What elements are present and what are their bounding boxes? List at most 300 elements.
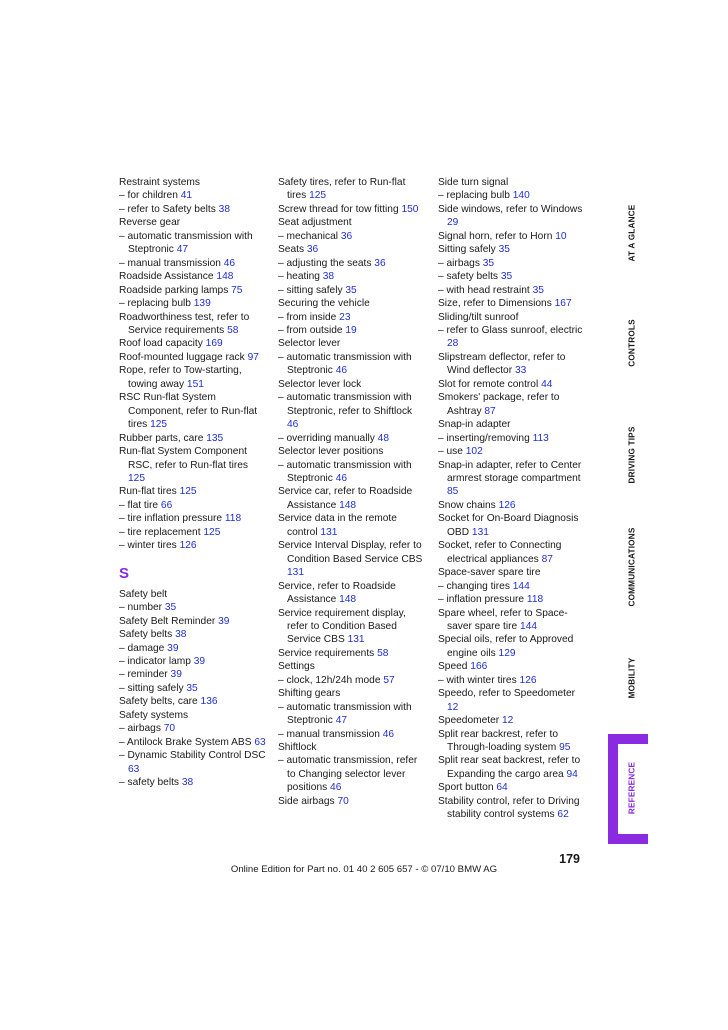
index-entry-text: – number [119, 602, 165, 614]
index-entry-text: – Antilock Brake System ABS [119, 736, 255, 748]
index-entry-text: – automatic transmission with Steptronic, refer to Shiftlock [278, 392, 413, 417]
page-reference-link[interactable]: 131 [347, 634, 365, 646]
page-reference-link[interactable]: 118 [224, 513, 242, 525]
page-reference-link[interactable]: 135 [206, 432, 224, 444]
page-reference-link[interactable]: 118 [526, 594, 544, 606]
page-reference-link[interactable]: 38 [218, 203, 231, 215]
index-entry [278, 337, 426, 350]
page-reference-link[interactable]: 151 [186, 378, 204, 390]
index-entry-text: – from outside [278, 324, 346, 336]
index-entry-text: Securing the vehicle [278, 298, 370, 310]
index-entry [119, 337, 267, 350]
index-entry [278, 512, 426, 539]
index-entry [438, 593, 586, 606]
index-entry-text: Sport button [438, 782, 497, 794]
index-entry-text: Screw thread for tow fitting [278, 203, 402, 215]
index-entry [119, 189, 267, 202]
index-entry-text: Service car, refer to Roadside Assistance [278, 486, 413, 511]
index-entry-text: Roadside Assistance [119, 271, 217, 283]
index-entry [438, 754, 586, 781]
index-entry [438, 580, 586, 593]
tab-mobility[interactable]: MOBILITY [627, 657, 637, 699]
page-reference-link[interactable]: 126 [519, 674, 537, 686]
page-reference-link[interactable]: 35 [482, 257, 495, 269]
page-reference-link[interactable]: 12 [502, 715, 514, 727]
page-number: 179 [559, 852, 580, 866]
index-entry-text: Side airbags [278, 795, 338, 807]
index-entry [119, 668, 267, 681]
index-entry [438, 418, 586, 431]
index-entry [119, 539, 267, 552]
index-entry-text: Snap-in adapter [438, 419, 511, 431]
page-reference-link[interactable]: 166 [470, 661, 488, 673]
page-reference-link[interactable]: 95 [559, 742, 571, 754]
page-reference-link[interactable]: 148 [216, 271, 234, 283]
index-entry-text: Socket, refer to Connecting electrical appliances [438, 540, 562, 565]
index-entry-text: Run-flat System Component RSC, refer to Run-flat tires [119, 446, 249, 471]
index-entry-text: Special oils, refer to Approved engine oils [438, 634, 574, 659]
index-entry [438, 566, 586, 579]
index-entry-text: Spare wheel, refer to Space-saver spare tire [438, 607, 568, 632]
index-entry-text: Roadside parking lamps [119, 284, 232, 296]
index-entry [119, 695, 267, 708]
index-entry [438, 660, 586, 673]
index-entry [278, 284, 426, 297]
index-entry [438, 257, 586, 270]
page-reference-link[interactable]: 97 [247, 351, 259, 363]
page-reference-link[interactable]: 35 [164, 602, 177, 614]
index-entry-text: Selector lever lock [278, 378, 362, 390]
index-entry-text: Stability control, refer to Driving stability control systems [438, 795, 580, 821]
tab-at-a-glance[interactable]: AT A GLANCE [627, 204, 637, 262]
index-entry [119, 512, 267, 525]
page-reference-link[interactable]: 46 [335, 472, 348, 484]
index-entry-text: Service data in the remote control [278, 513, 397, 538]
page-reference-link[interactable]: 39 [218, 615, 230, 627]
index-entry-text: – manual transmission [278, 728, 383, 740]
index-entry [119, 776, 267, 789]
index-entry [278, 432, 426, 445]
index-entry [119, 176, 267, 189]
index-entry-text: Safety belts [119, 629, 176, 641]
index-entry [438, 633, 586, 660]
index-entry [438, 203, 586, 230]
index-entry-text: Reverse gear [119, 217, 181, 229]
index-entry-text: Service Interval Display, refer to Condition Based Service CBS [278, 540, 423, 565]
index-entry-text: – tire inflation pressure [119, 513, 225, 525]
index-entry [119, 588, 267, 601]
footer-text: Online Edition for Part no. 01 40 2 605 657 - © 07/10 BMW AG [230, 864, 498, 875]
index-entry-text: – inflation pressure [438, 594, 527, 606]
index-entry-text: Shiftlock [278, 742, 317, 754]
page-reference-link[interactable]: 33 [514, 365, 527, 377]
index-entry-text: Speed [438, 661, 471, 673]
index-entry [438, 728, 586, 755]
index-entry-text: Split rear seat backrest, refer to Expanding the cargo area [438, 755, 581, 780]
page-reference-link[interactable]: 70 [163, 723, 176, 735]
page-reference-link[interactable]: 47 [335, 715, 348, 727]
index-entry-text: Side turn signal [438, 177, 509, 188]
index-entry [278, 230, 426, 243]
index-entry [438, 781, 586, 794]
index-entry-text: Run-flat tires [119, 486, 180, 498]
index-entry-text: Snow chains [438, 499, 499, 511]
index-entry-text: Roof load capacity [119, 338, 206, 350]
page-reference-link[interactable]: 38 [175, 629, 187, 641]
index-entry-text: – use [438, 446, 466, 458]
page-reference-link[interactable]: 46 [330, 782, 342, 794]
index-entry [438, 189, 586, 202]
index-entry-text: – indicator lamp [119, 655, 194, 667]
index-entry-text: – overriding manually [278, 432, 378, 444]
page-reference-link[interactable]: 144 [512, 580, 530, 592]
index-entry-text: – from inside [278, 311, 340, 323]
page-reference-link[interactable]: 125 [309, 190, 327, 202]
index-entry-text: Settings [278, 661, 315, 673]
index-entry [119, 364, 267, 391]
index-column-1 [119, 176, 267, 789]
index-entry [438, 674, 586, 687]
index-entry-text: Speedometer [438, 715, 502, 727]
page-reference-link[interactable]: 125 [179, 486, 197, 498]
page-reference-link[interactable]: 167 [554, 298, 572, 310]
index-entry [278, 728, 426, 741]
index-entry [278, 647, 426, 660]
index-entry-text: Service requirement display, refer to Condition Based Service CBS [278, 607, 406, 646]
page-reference-link[interactable]: 150 [401, 203, 419, 215]
index-entry [278, 216, 426, 229]
index-entry-text: Speedo, refer to Speedometer [438, 688, 576, 700]
index-entry [278, 607, 426, 647]
page-reference-link[interactable]: 46 [382, 728, 395, 740]
page-reference-link[interactable]: 144 [520, 620, 538, 632]
index-entry [119, 311, 267, 338]
index-entry [278, 687, 426, 700]
page-reference-link[interactable]: 148 [339, 499, 357, 511]
index-entry [119, 682, 267, 695]
page-reference-link[interactable]: 58 [377, 647, 389, 659]
index-entry [278, 378, 426, 391]
index-entry-text: – reminder [119, 669, 171, 681]
index-entry [278, 176, 426, 203]
index-entry [119, 709, 267, 722]
index-entry [278, 741, 426, 754]
index-entry [119, 297, 267, 310]
index-entry [438, 297, 586, 310]
index-entry [278, 674, 426, 687]
index-entry-text: – automatic transmission with Steptronic [278, 459, 412, 484]
page-reference-link[interactable]: 19 [345, 324, 357, 336]
page-reference-link[interactable]: 126 [179, 540, 197, 552]
index-entry [438, 432, 586, 445]
index-entry [438, 351, 586, 378]
index-entry [438, 795, 586, 822]
page-reference-link[interactable]: 36 [306, 244, 319, 256]
index-entry-text: – airbags [119, 723, 164, 735]
index-entry-text: – automatic transmission with Steptronic [278, 351, 412, 377]
index-entry [119, 485, 267, 498]
index-entry-text: Service requirements [278, 647, 378, 659]
index-entry-text: Sitting safely [438, 244, 499, 256]
index-entry-text: Smokers' package, refer to Ashtray [438, 392, 560, 417]
index-entry [119, 432, 267, 445]
page-reference-link[interactable]: 36 [340, 230, 353, 242]
index-entry-text: Side windows, refer to Windows [438, 203, 583, 215]
page-reference-link[interactable]: 41 [180, 190, 193, 202]
index-entry [119, 628, 267, 641]
index-entry-text: – automatic transmission, refer to Changing selector lever positions [278, 755, 418, 794]
page-reference-link[interactable]: 39 [167, 642, 179, 654]
page-reference-link[interactable]: 35 [186, 682, 198, 694]
index-entry-text: Signal horn, refer to Horn [438, 230, 556, 242]
page-reference-link[interactable]: 148 [339, 594, 357, 606]
page-reference-link[interactable]: 35 [345, 284, 357, 296]
page-reference-link[interactable]: 63 [254, 736, 266, 748]
index-entry-text: Roof-mounted luggage rack [119, 351, 248, 363]
index-entry-text: Slipstream deflector, refer to Wind deflector [438, 351, 566, 377]
index-entry [438, 176, 586, 189]
index-entry-text: Selector lever positions [278, 446, 384, 458]
index-entry-text: Safety belts, care [119, 696, 201, 708]
page-reference-link[interactable]: 28 [447, 338, 459, 350]
page-reference-link[interactable]: 63 [128, 763, 140, 775]
index-entry [119, 642, 267, 655]
index-entry-text: Restraint systems [119, 177, 200, 188]
index-entry [438, 311, 586, 324]
index-entry-text: RSC Run-flat System Component, refer to Run-flat tires [119, 392, 258, 431]
index-entry-text: Slot for remote control [438, 378, 542, 390]
index-entry-text: – sitting safely [119, 682, 187, 694]
page-reference-link[interactable]: 23 [339, 311, 351, 323]
index-entry-text: Selector lever [278, 338, 341, 350]
index-entry-text: – replacing bulb [438, 190, 513, 202]
index-entry-text: – replacing bulb [119, 298, 194, 310]
page-reference-link[interactable]: 126 [498, 499, 516, 511]
page-reference-link[interactable]: 75 [231, 284, 243, 296]
index-entry-text: – heating [278, 271, 323, 283]
index-entry [278, 539, 426, 579]
index-entry [119, 230, 267, 257]
index-entry [438, 445, 586, 458]
index-entry-text: – mechanical [278, 230, 341, 242]
index-entry-text: Space-saver spare tire [438, 567, 541, 579]
index-entry [438, 714, 586, 727]
index-entry [278, 297, 426, 310]
index-entry [438, 391, 586, 418]
index-entry [119, 203, 267, 216]
page-reference-link[interactable]: 66 [160, 499, 173, 511]
index-column-3 [438, 176, 586, 822]
page-reference-link[interactable]: 57 [383, 674, 395, 686]
index-entry-text: Seat adjustment [278, 217, 352, 229]
index-entry [438, 378, 586, 391]
index-entry [278, 795, 426, 808]
page-reference-link[interactable]: 62 [557, 809, 569, 821]
index-entry [119, 216, 267, 229]
index-entry [278, 485, 426, 512]
index-entry-text: – manual transmission [119, 257, 224, 269]
page-reference-link[interactable]: 125 [203, 526, 221, 538]
page-reference-link[interactable]: 94 [566, 768, 578, 780]
index-letter-heading: S [119, 564, 130, 582]
index-entry [278, 311, 426, 324]
index-entry-text: – airbags [438, 257, 483, 269]
page-reference-link[interactable]: 113 [532, 432, 549, 444]
index-entry [278, 243, 426, 256]
page-reference-link[interactable]: 12 [447, 701, 459, 713]
index-entry [119, 736, 267, 749]
index-entry-text: Socket for On-Board Diagnosis OBD [438, 513, 579, 538]
page-reference-link[interactable]: 131 [287, 567, 304, 579]
index-entry-text: – refer to Safety belts [119, 203, 219, 215]
index-entry-text: – winter tires [119, 540, 180, 552]
index-entry-text: – sitting safely [278, 284, 346, 296]
page-reference-link[interactable]: 35 [532, 284, 544, 296]
index-entry-text: – tire replacement [119, 526, 204, 538]
index-entry-text: – Dynamic Stability Control DSC [119, 750, 266, 762]
index-entry [119, 351, 267, 364]
index-entry [438, 512, 586, 539]
index-entry [438, 539, 586, 566]
tab-driving-tips[interactable]: DRIVING TIPS [627, 426, 637, 484]
page-reference-link[interactable]: 35 [500, 271, 513, 283]
index-entry [278, 324, 426, 337]
index-entry [119, 284, 267, 297]
index-entry [119, 749, 267, 776]
page-reference-link[interactable]: 87 [484, 405, 496, 417]
page-reference-link[interactable]: 46 [335, 365, 348, 377]
page-reference-link[interactable]: 70 [337, 795, 349, 807]
index-entry [119, 655, 267, 668]
index-entry-text: Safety Belt Reminder [119, 615, 219, 627]
page-reference-link[interactable]: 58 [227, 324, 239, 336]
page-reference-link[interactable]: 125 [150, 419, 168, 431]
page-reference-link[interactable]: 35 [498, 244, 510, 256]
index-entry [278, 660, 426, 673]
page-reference-link[interactable]: 10 [555, 230, 567, 242]
index-entry [119, 270, 267, 283]
index-entry-text: – safety belts [119, 777, 182, 789]
index-entry-text: Snap-in adapter, refer to Center armrest storage compartment [438, 459, 582, 484]
index-entry-text: – with head restraint [438, 284, 533, 296]
reference-bracket-marker [608, 734, 648, 844]
page-reference-link[interactable]: 47 [176, 244, 189, 256]
page-reference-link[interactable]: 131 [471, 526, 489, 538]
page-reference-link[interactable]: 136 [200, 696, 218, 708]
page-reference-link[interactable]: 39 [193, 655, 206, 667]
page-reference-link[interactable]: 87 [541, 553, 553, 565]
index-entry-text: Rubber parts, care [119, 432, 207, 444]
index-entry [278, 203, 426, 216]
page-reference-link[interactable]: 64 [496, 782, 508, 794]
index-entry [278, 351, 426, 378]
index-entry-text: – changing tires [438, 580, 513, 592]
index-entry [438, 324, 586, 351]
page-reference-link[interactable]: 29 [447, 217, 459, 229]
index-entry [119, 257, 267, 270]
index-entry [119, 722, 267, 735]
index-entry-text: Split rear backrest, refer to Through-loading system [438, 728, 560, 754]
index-column-2 [278, 176, 426, 808]
index-entry [438, 459, 586, 499]
index-entry-text: Rope, refer to Tow-starting, towing away [119, 365, 242, 390]
page-reference-link[interactable]: 131 [320, 526, 338, 538]
index-entry-text: Sliding/tilt sunroof [438, 311, 519, 323]
page-reference-link[interactable]: 38 [181, 777, 194, 789]
page-reference-link[interactable]: 46 [223, 257, 236, 269]
index-entry-text: – with winter tires [438, 674, 520, 686]
index-entry [278, 580, 426, 607]
index-entry [438, 687, 586, 714]
index-entry [278, 270, 426, 283]
index-entry-text: Safety systems [119, 709, 189, 721]
tab-reference[interactable]: REFERENCE [627, 761, 637, 815]
index-entry-text: – refer to Glass sunroof, electric [438, 324, 583, 336]
index-entry [438, 607, 586, 634]
tab-controls[interactable]: CONTROLS [627, 319, 637, 367]
page-reference-link[interactable]: 102 [465, 446, 483, 458]
index-entry [278, 701, 426, 728]
page-reference-link[interactable]: 139 [193, 298, 211, 310]
index-entry-text: Shifting gears [278, 688, 341, 700]
index-entry [438, 230, 586, 243]
index-entry [119, 445, 267, 485]
page-reference-link[interactable]: 39 [170, 669, 182, 681]
index-entry-text: Safety belt [119, 588, 168, 600]
page-reference-link[interactable]: 140 [512, 190, 530, 202]
index-entry [119, 601, 267, 614]
page-reference-link[interactable]: 48 [377, 432, 390, 444]
page-reference-link[interactable]: 44 [541, 378, 553, 390]
tab-communications[interactable]: COMMUNICATIONS [627, 527, 637, 607]
index-entry [278, 445, 426, 458]
index-entry-text: – inserting/removing [438, 432, 533, 444]
index-entry [119, 526, 267, 539]
index-entry [438, 284, 586, 297]
index-entry-text: Size, refer to Dimensions [438, 298, 555, 310]
page-reference-link[interactable]: 169 [205, 338, 223, 350]
index-entry [278, 257, 426, 270]
index-entry [119, 615, 267, 628]
index-entry [438, 499, 586, 512]
index-entry-text: – adjusting the seats [278, 257, 375, 269]
index-entry [119, 391, 267, 431]
index-entry-text: – automatic transmission with Steptronic [278, 701, 412, 727]
index-entry-text: – safety belts [438, 271, 501, 283]
index-entry-text: – damage [119, 642, 168, 654]
index-entry-text: – flat tire [119, 499, 161, 511]
index-entry [438, 243, 586, 256]
index-entry-text: – for children [119, 190, 181, 202]
index-entry [278, 391, 426, 431]
index-entry-text: – automatic transmission with Steptronic [119, 230, 253, 256]
index-entry [278, 754, 426, 794]
page-reference-link[interactable]: 38 [322, 271, 335, 283]
page-reference-link[interactable]: 125 [128, 472, 145, 484]
index-entry-text: Service, refer to Roadside Assistance [278, 580, 396, 606]
page-reference-link[interactable]: 36 [374, 257, 386, 269]
page-reference-link[interactable]: 46 [287, 419, 299, 431]
index-entry [278, 459, 426, 486]
page-reference-link[interactable]: 85 [447, 486, 459, 498]
index-entry [119, 499, 267, 512]
index-entry-text: Roadworthiness test, refer to Service requirements [119, 311, 250, 336]
index-entry-text: Safety tires, refer to Run-flat tires [278, 177, 406, 202]
section-tabs [622, 0, 642, 1030]
index-entry-text: – clock, 12h/24h mode [278, 674, 384, 686]
index-entry [438, 270, 586, 283]
page-reference-link[interactable]: 129 [498, 647, 516, 659]
